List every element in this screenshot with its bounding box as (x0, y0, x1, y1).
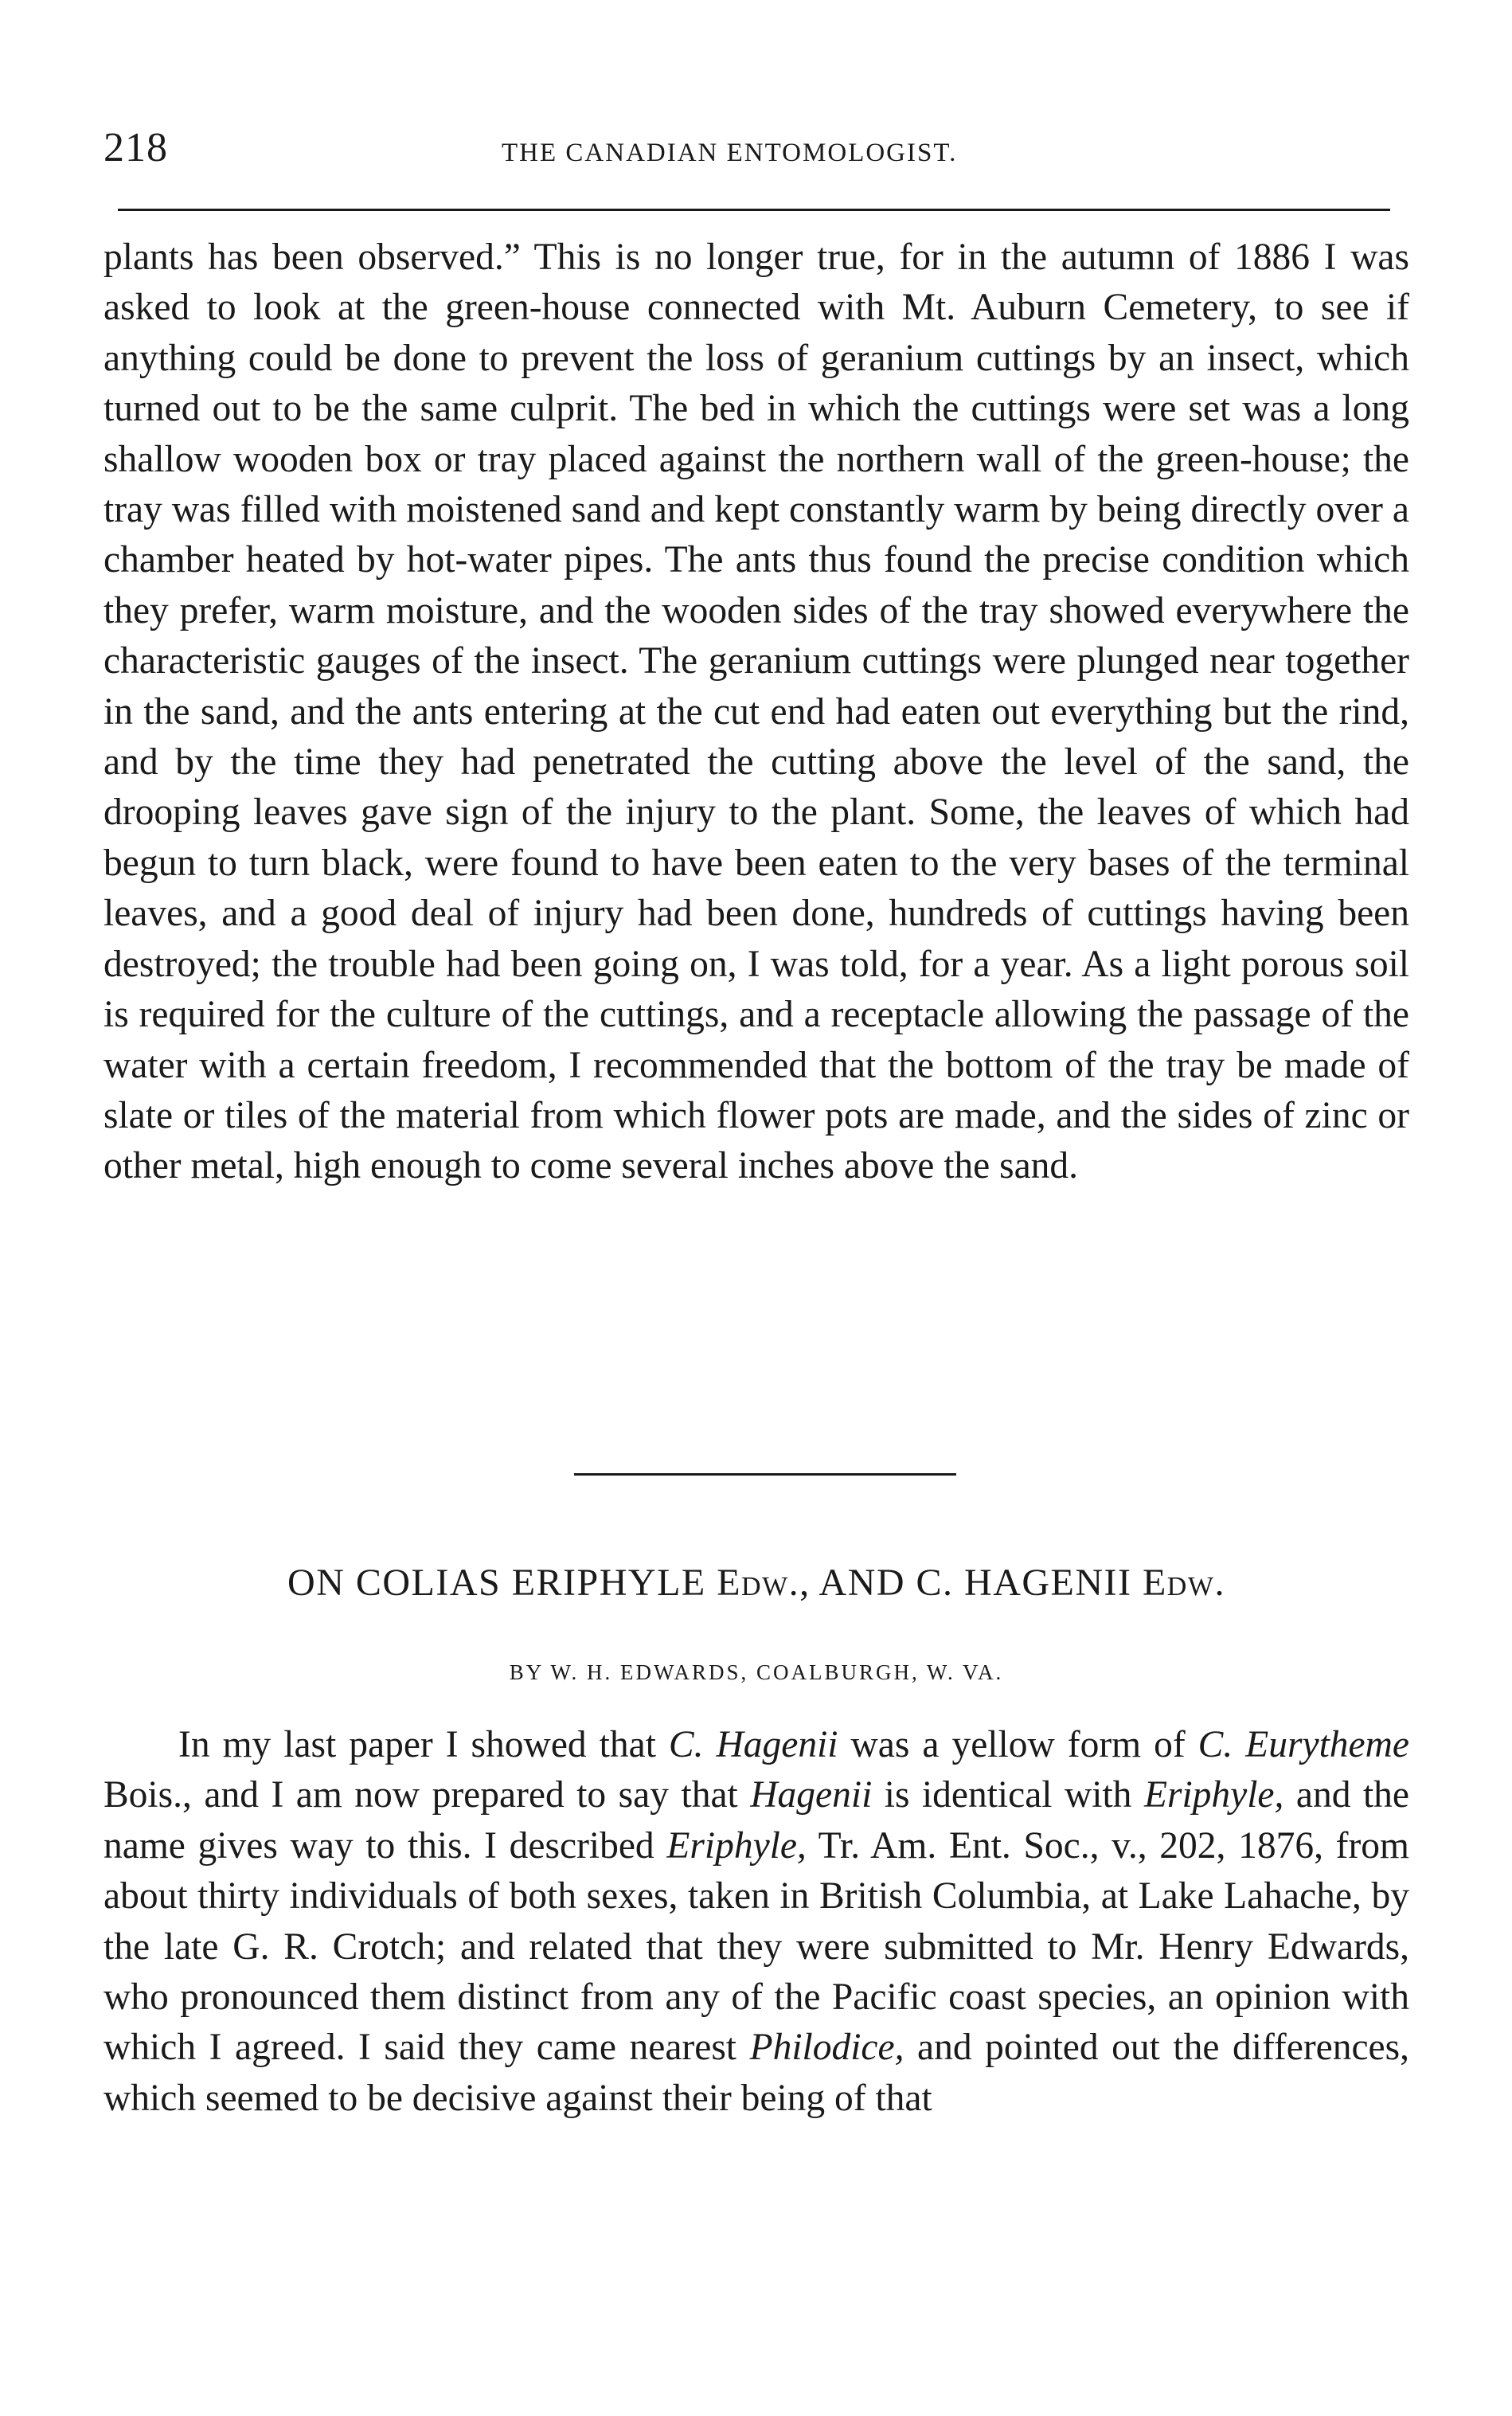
species-name: C. Hagenii (668, 1724, 838, 1765)
text-run: In my last paper I showed that (178, 1724, 669, 1765)
species-name: C. Eurytheme (1197, 1724, 1409, 1765)
title-author-abbrev: Edw. (717, 1562, 800, 1604)
species-name: Eriphyle, (1143, 1774, 1284, 1816)
body-paragraph-1: plants has been observed.” This is no longer true, for in the autumn of 1886 I was asked to look at the green-house connected with Mt. Auburn Cemetery, to see if anything could be done to prevent the loss of geranium cuttings by an insect, which turned out to be the same culprit. The bed in which the cuttings were set was a long shallow wooden box or tray placed against the northern wall of the green-house; the tray was filled with moistened sand and kept constantly warm by being directly over a chamber heated by hot-water pipes. The ants thus found the precise condition which they prefer, warm moisture, and the wooden sides of the tray showed everywhere the characteristic gauges of the insect. The geranium cuttings were plunged near together in the sand, and the ants entering at the cut end had eaten out everything but the rind, and by the time they had penetrated the cutting above the level of the sand, the drooping leaves gave sign of the injury to the plant. Some, the leaves of which had begun to turn black, were found to have been eaten to the very bases of the terminal leaves, and a good deal of injury had been done, hundreds of cuttings having been destroyed; the trouble had been going on, I was told, for a year. As a light porous soil is required for the culture of the cuttings, and a receptacle allowing the passage of the water with a certain freedom, I recommended that the bottom of the tray be made of slate or tiles of the material from which flower pots are made, and the sides of zinc or other metal, high enough to come several inches above the sand. (104, 237, 1409, 1187)
body-paragraph-2 (104, 1720, 1409, 2124)
title-segment: ON COLIAS ERIPHYLE (287, 1562, 717, 1604)
text-run: is identical with (872, 1774, 1144, 1816)
page-header (104, 119, 1409, 175)
species-name: Eriphyle, (666, 1824, 807, 1867)
section-divider (574, 1473, 956, 1476)
text-run: Tr. Am. Ent. Soc., v., 202, 1876, from about thirty individuals of both sexes, taken in British Columbia, at Lake Lahache, by the late G. R. Crotch; and related that they were submitted to Mr. Henry Edwards, who pronounced them distinct from any of the Pacific coast species, an opinion with which I agreed. I said they came nearest (104, 1824, 1409, 2069)
title-author-abbrev: Edw. (1142, 1562, 1225, 1604)
page-number: 218 (104, 125, 168, 170)
running-title: THE CANADIAN ENTOMOLOGIST. (502, 139, 958, 167)
text-run: and the name gives way to this. I described (104, 1774, 1409, 1867)
text-run: was a yellow form of (838, 1724, 1198, 1765)
title-segment: , AND C. HAGENII (799, 1562, 1143, 1604)
document-page (104, 0, 1409, 2416)
article-byline: BY W. H. EDWARDS, COALBURGH, W. VA. (509, 1660, 1004, 1684)
species-name: Hagenii (750, 1774, 873, 1816)
species-name: Philodice, (749, 2027, 904, 2069)
text-run: and pointed out the differences, which seemed to be decisive against their being of that (104, 2027, 1409, 2119)
header-rule (118, 209, 1390, 211)
text-run: Bois., and I am now prepared to say that (104, 1774, 751, 1816)
article-title (104, 1561, 1409, 1605)
